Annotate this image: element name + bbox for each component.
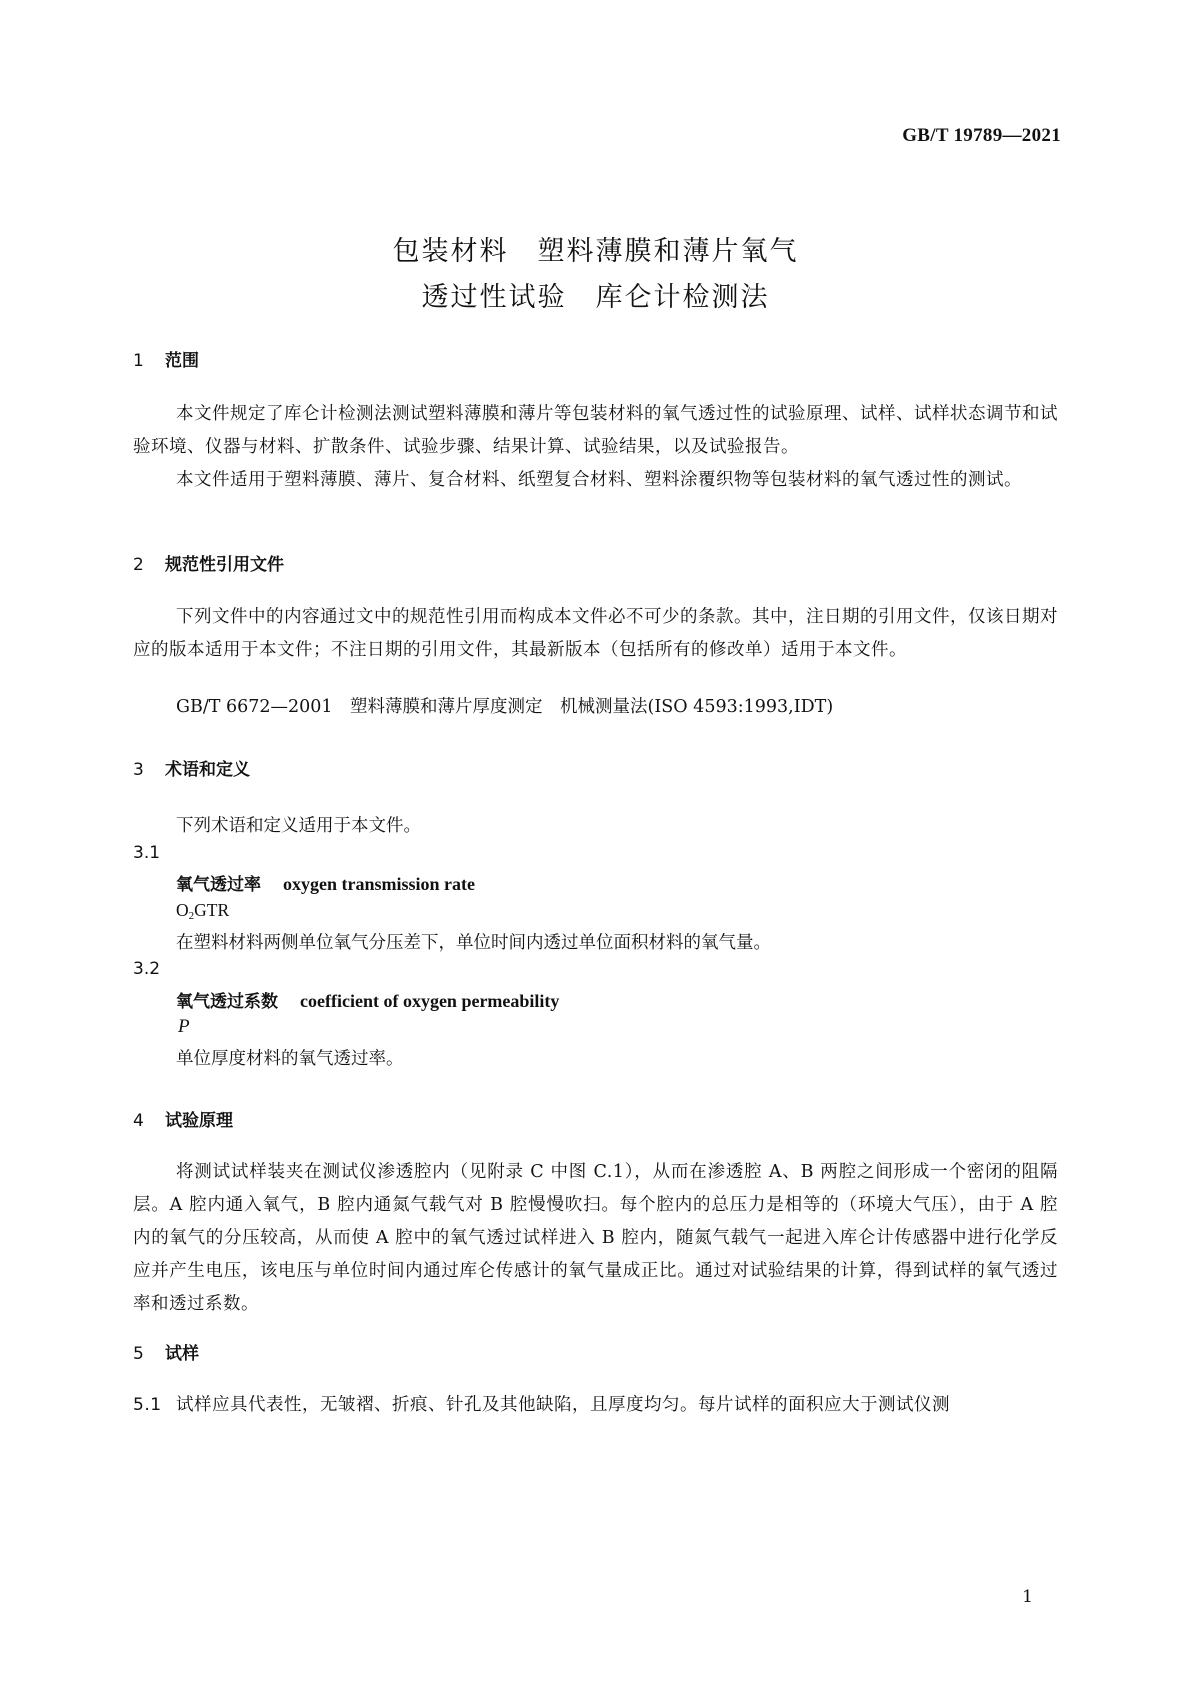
section-3-intro: 下列术语和定义适用于本文件。 [176,816,421,836]
section-4-heading [133,1106,233,1131]
section-title: 规范性引用文件 [165,555,284,575]
term-number: 3.1 [133,843,161,863]
section-1-heading [133,346,199,371]
term-english: coefficient of oxygen permeability [300,991,560,1011]
section-number: 2 [133,555,144,575]
term-english: oxygen transmission rate [283,874,475,894]
standard-code: GB/T 19789—2021 [902,125,1061,146]
section-number: 4 [133,1111,144,1131]
section-number: 1 [133,351,144,371]
term-heading [176,987,559,1012]
abbr-subscript: 2 [188,910,195,922]
section-5-heading [133,1339,199,1364]
term-abbreviation [176,900,229,922]
term-chinese: 氧气透过率 [176,875,261,895]
term-number: 3.2 [133,959,161,979]
section-title: 范围 [165,351,199,371]
section-3-heading [133,755,250,780]
clause-text: 试样应具代表性，无皱褶、折痕、针孔及其他缺陷，且厚度均匀。每片试样的面积应大于测试仪测 [176,1395,950,1415]
section-number: 5 [133,1344,144,1364]
term-definition: 单位厚度材料的氧气透过率。 [176,1049,404,1069]
term-definition: 在塑料材料两侧单位氧气分压差下，单位时间内透过单位面积材料的氧气量。 [176,933,771,953]
title-line-1: 包装材料 塑料薄膜和薄片氧气 [392,236,799,267]
term-chinese: 氧气透过系数 [176,992,278,1012]
section-4-paragraph-1: 将测试试样装夹在测试仪渗透腔内（见附录 C 中图 C.1），从而在渗透腔 A、B 两腔之间形成一个密闭的阻隔层。A 腔内通入氧气，B 腔内通氮气载气对 B 腔慢慢吹扫。每个腔内的总压力是相等的（环境大气压），由于 A 腔内的氧气的分压较高，从而使 A 腔中的氧气透过试样进入 B 腔内，随氮气载气一起进入库仑计传感器中进行化学反应并产生电压，该电压与单位时间内通过库仑传感计的氧气量成正比。通过对试验结果的计算，得到试样的氧气透过率和透过系数。 [133,1162,1058,1314]
title-line-2: 透过性试验 库仑计检测法 [421,282,770,313]
section-2-heading [133,550,284,575]
normative-reference: GB/T 6672—2001 塑料薄膜和薄片厚度测定 机械测量法(ISO 4593:1993,IDT) [176,697,834,717]
term-symbol: P [178,1016,190,1037]
abbr-o: O [176,900,189,920]
section-1-paragraph-2: 本文件适用于塑料薄膜、薄片、复合材料、纸塑复合材料、塑料涂覆织物等包装材料的氧气透过性的测试。 [176,470,1022,490]
page-number: 1 [1022,1587,1033,1607]
section-title: 试样 [165,1344,199,1364]
section-title: 术语和定义 [165,760,250,780]
section-2-paragraph-1: 下列文件中的内容通过文中的规范性引用而构成本文件必不可少的条款。其中，注日期的引用文件，仅该日期对应的版本适用于本文件；不注日期的引用文件，其最新版本（包括所有的修改单）适用于本文件。 [133,607,1058,660]
clause-5-1 [133,1389,1058,1422]
section-1-paragraph-1: 本文件规定了库仑计检测法测试塑料薄膜和薄片等包装材料的氧气透过性的试验原理、试样、试样状态调节和试验环境、仪器与材料、扩散条件、试验步骤、结果计算、试验结果，以及试验报告。 [133,404,1058,457]
term-heading [176,870,475,895]
clause-number: 5.1 [133,1395,162,1415]
section-number: 3 [133,760,144,780]
section-title: 试验原理 [165,1111,233,1131]
abbr-rest: GTR [194,900,230,920]
